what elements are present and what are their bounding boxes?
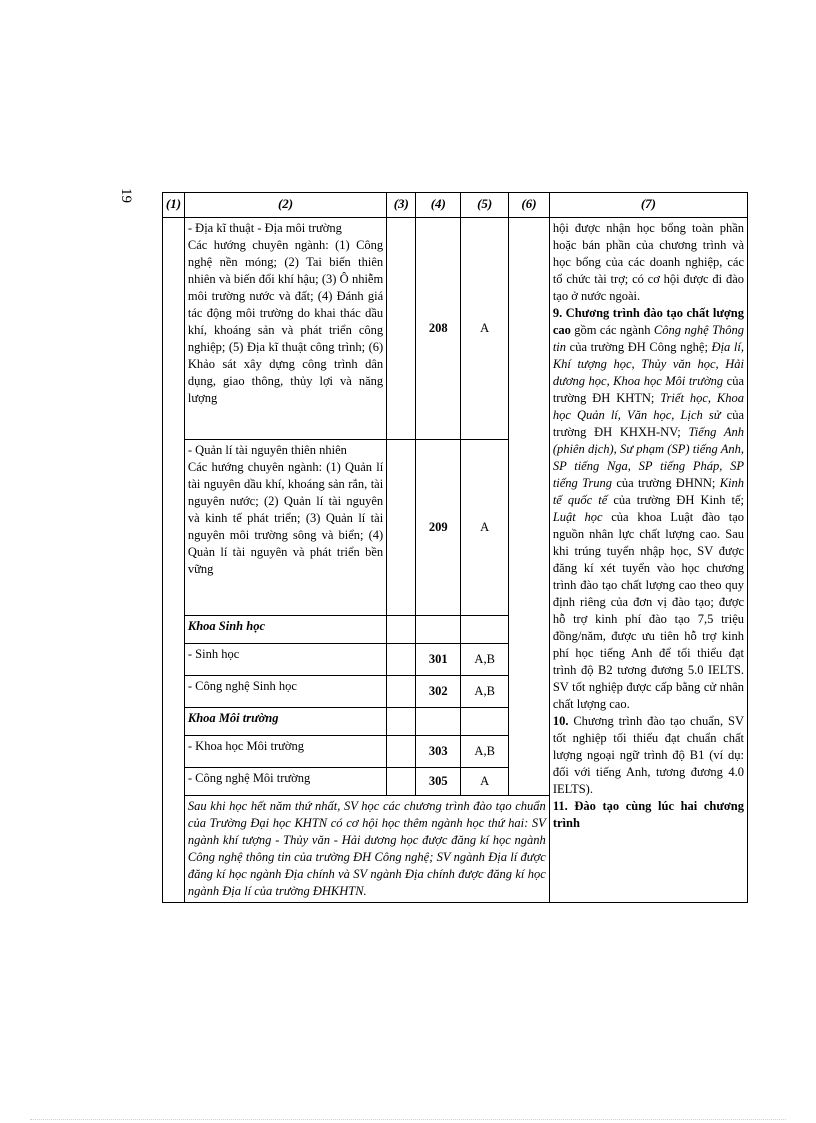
- text-fragment: Địa lí, Khí tượng học, Thủy văn học, Hải dương học, Khoa học Môi trường: [552, 340, 744, 388]
- table-row: [163, 218, 748, 440]
- major-code: 209: [416, 440, 461, 616]
- major-title: - Công nghệ Sinh học: [184, 676, 386, 708]
- text-fragment: gồm các ngành: [574, 323, 651, 337]
- col4-cell: [416, 616, 461, 644]
- section-10: [553, 713, 744, 798]
- header-col-6: (6): [509, 193, 550, 218]
- col3-cell: [387, 676, 416, 708]
- header-col-4: (4): [416, 193, 461, 218]
- col3-cell: [387, 708, 416, 736]
- major-title: - Sinh học: [184, 644, 386, 676]
- text-fragment: Tiếng Anh (phiên dịch), Sư phạm (SP) tiếng Anh, SP tiếng Nga, SP tiếng Pháp, SP tiếng Trung: [552, 425, 744, 490]
- col3-cell: [387, 440, 416, 616]
- col3-cell: [387, 736, 416, 768]
- col3-cell: [387, 768, 416, 796]
- footer-divider: [30, 1119, 786, 1120]
- exam-group: A,B: [461, 736, 509, 768]
- text-fragment: của trường ĐH KHXH-NV;: [552, 408, 744, 439]
- text-fragment: của khoa Luật đào tạo nguồn nhân lực chất lượng cao. Sau khi trúng tuyển nhập học, SV được đăng kí xét tuyển vào học chương trình đào tạo chất lượng cao theo quy định riêng của đơn vị đào tạo; được hỗ trợ kinh phí đào tạo 7,5 triệu đồng/năm, được ưu tiên hỗ trợ kinh phí học tiếng Anh để tối thiểu đạt trình độ B2 tương đương 5.0 IELTS. SV tốt nghiệp được cấp bằng cử nhân chất lượng cao.: [552, 510, 745, 711]
- col3-cell: [387, 218, 416, 440]
- col3-cell: [387, 644, 416, 676]
- col5-cell: [461, 708, 509, 736]
- major-description: Các hướng chuyên ngành: (1) Quản lí tài nguyên dầu khí, khoáng sản rắn, tài nguyên nước; (2) Quản lí tài nguyên và kinh tế phát triển; (3) Quản lí tài nguyên môi trường sông và biển; (4) Quản lí tài nguyên và phát triển bền vững: [187, 460, 384, 576]
- exam-group: A: [461, 768, 509, 796]
- header-col-3: (3): [387, 193, 416, 218]
- major-cell: [184, 218, 386, 440]
- text-fragment: của trường ĐH Công nghệ;: [569, 340, 708, 354]
- major-description: Các hướng chuyên ngành: (1) Công nghệ nền móng; (2) Tai biến thiên nhiên và biến đổi khí hậu; (3) Ô nhiễm môi trường nước và đất; (4) Đánh giá tác động môi trường do khai thác dầu khí, khoáng sản và phát triển công nghiệp; (5) Địa kĩ thuật công trình; (6) Khảo sát xây dựng công trình dân dụng, giao thông, thủy lợi và năng lượng: [187, 238, 384, 405]
- major-code: 302: [416, 676, 461, 708]
- text-fragment: Luật học: [552, 510, 603, 524]
- col5-cell: [461, 616, 509, 644]
- col6-cell: [509, 218, 550, 796]
- exam-group: A: [461, 218, 509, 440]
- major-code: 305: [416, 768, 461, 796]
- exam-group: A,B: [461, 676, 509, 708]
- text-fragment: của trường ĐH Kinh tế;: [613, 493, 744, 507]
- text-fragment: của trường ĐHNN;: [616, 476, 716, 490]
- text-fragment: Kinh tế quốc tế: [552, 476, 745, 507]
- major-title: - Công nghệ Môi trường: [184, 768, 386, 796]
- major-cell: [184, 440, 386, 616]
- header-col-1: (1): [163, 193, 185, 218]
- section-10-text: Chương trình đào tạo chuẩn, SV tốt nghiệp tối thiểu đạt chuẩn chất lượng ngoại ngữ trình độ B1 (ví dụ: đối với tiếng Anh, tương đương 4.0 IELTS).: [552, 714, 744, 796]
- col1-cell: [163, 218, 185, 903]
- section-11-heading: 11. Đào tạo cùng lúc hai chương trình: [552, 799, 744, 830]
- major-code: 301: [416, 644, 461, 676]
- notes-column: [549, 218, 747, 903]
- major-code: 303: [416, 736, 461, 768]
- col4-cell: [416, 708, 461, 736]
- section-10-heading: 10.: [552, 714, 569, 728]
- major-code: 208: [416, 218, 461, 440]
- header-col-5: (5): [461, 193, 509, 218]
- faculty-heading: Khoa Sinh học: [184, 616, 386, 644]
- exam-group: A,B: [461, 644, 509, 676]
- major-title: - Địa kĩ thuật - Địa môi trường: [187, 221, 342, 235]
- header-col-7: (7): [549, 193, 747, 218]
- major-title: - Khoa học Môi trường: [184, 736, 386, 768]
- table-header-row: [163, 193, 748, 218]
- section-9-heading: 9. Chương trình đào tạo chất lượng cao: [552, 306, 744, 337]
- exam-group: A: [461, 440, 509, 616]
- second-major-note: Sau khi học hết năm thứ nhất, SV học các chương trình đào tạo chuẩn của Trường Đại học KHTN có cơ hội học thêm ngành học thứ hai: SV ngành khí tượng - Thủy văn - Hải dương học được đăng kí học ngành Công nghệ thông tin của trường ĐH Công nghệ; SV ngành Địa lí được đăng kí học ngành Địa chính và SV ngành Địa chính được đăng kí học ngành Địa lí của trường ĐHKHTN.: [184, 796, 549, 903]
- header-col-2: (2): [184, 193, 386, 218]
- major-title: - Quản lí tài nguyên thiên nhiên: [187, 443, 347, 457]
- text-fragment: Triết học, Khoa học Quản lí, Văn học, Lịch sử: [552, 391, 744, 422]
- admissions-table: [162, 192, 748, 903]
- section-9: [553, 305, 744, 713]
- text-fragment: của trường ĐH KHTN;: [552, 374, 744, 405]
- col3-cell: [387, 616, 416, 644]
- notes-paragraph-1: hội được nhận học bổng toàn phần hoặc bán phần của chương trình và học bổng của các doanh nghiệp, các tổ chức tài trợ; có cơ hội được đi đào tạo ở nước ngoài.: [552, 221, 744, 303]
- page-number: 19: [118, 188, 134, 203]
- text-fragment: Công nghệ Thông tin: [552, 323, 745, 354]
- faculty-heading: Khoa Môi trường: [184, 708, 386, 736]
